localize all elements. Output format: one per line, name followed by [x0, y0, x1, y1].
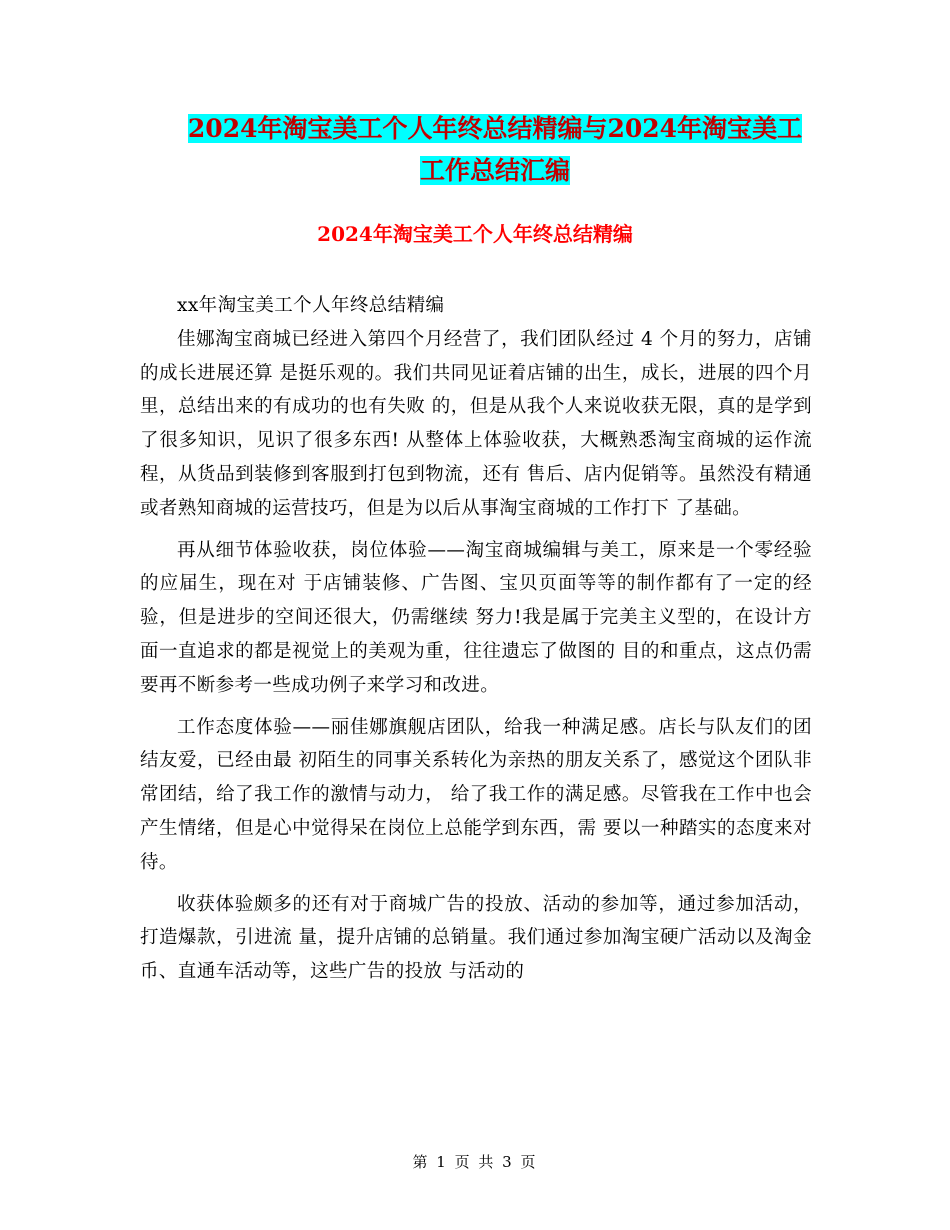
document-body: [140, 289, 812, 997]
document-title: [140, 108, 850, 192]
document-subtitle: xx年淘宝美工个人年终总结精编: [177, 295, 445, 316]
title-line-2: 工作总结汇编: [419, 156, 570, 185]
section-title: 2024年淘宝美工个人年终总结精编: [317, 222, 633, 246]
paragraph: 再从细节体验收获，岗位体验——淘宝商城编辑与美工，原来是一个零经验的应届生，现在对 于店铺装修、广告图、宝贝页面等等的制作都有了一定的经验，但是进步的空间还很大，仍需继续 努力!我是属于完美主义型的，在设计方面一直追求的都是视觉上的美观为重，往往遗忘了做图的 目的和重点，这点仍需要再不断参考一些成功例子来学习和改进。: [140, 539, 812, 696]
paragraph: 工作态度体验——丽佳娜旗舰店团队，给我一种满足感。店长与队友们的团结友爱，已经由最 初陌生的同事关系转化为亲热的朋友关系了，感觉这个团队非常团结，给了我工作的激情与动力， 给了我工作的满足感。尽管我在工作中也会产生情绪，但是心中觉得呆在岗位上总能学到东西，需 要以一种踏实的态度来对待。: [140, 716, 812, 873]
title-line-1: 2024年淘宝美工个人年终总结精编与2024年淘宝美工: [187, 114, 803, 143]
page-footer: 第 1 页 共 3 页: [412, 1153, 538, 1171]
paragraph: 佳娜淘宝商城已经进入第四个月经营了，我们团队经过 4 个月的努力，店铺的成长进展还算 是挺乐观的。我们共同见证着店铺的出生，成长，进展的四个月里，总结出来的有成功的也有失败 的，但是从我个人来说收获无限，真的是学到了很多知识，见识了很多东西! 从整体上体验收获，大概熟悉淘宝商城的运作流程，从货品到装修到客服到打包到物流，还有 售后、店内促销等。虽然没有精通或者熟知商城的运营技巧，但是为以后从事淘宝商城的工作打下 了基础。: [140, 328, 812, 519]
paragraph: 收获体验颇多的还有对于商城广告的投放、活动的参加等，通过参加活动，打造爆款，引进流 量，提升店铺的总销量。我们通过参加淘宝硬广活动以及淘金币、直通车活动等，这些广告的投放 与活动的: [140, 893, 812, 983]
